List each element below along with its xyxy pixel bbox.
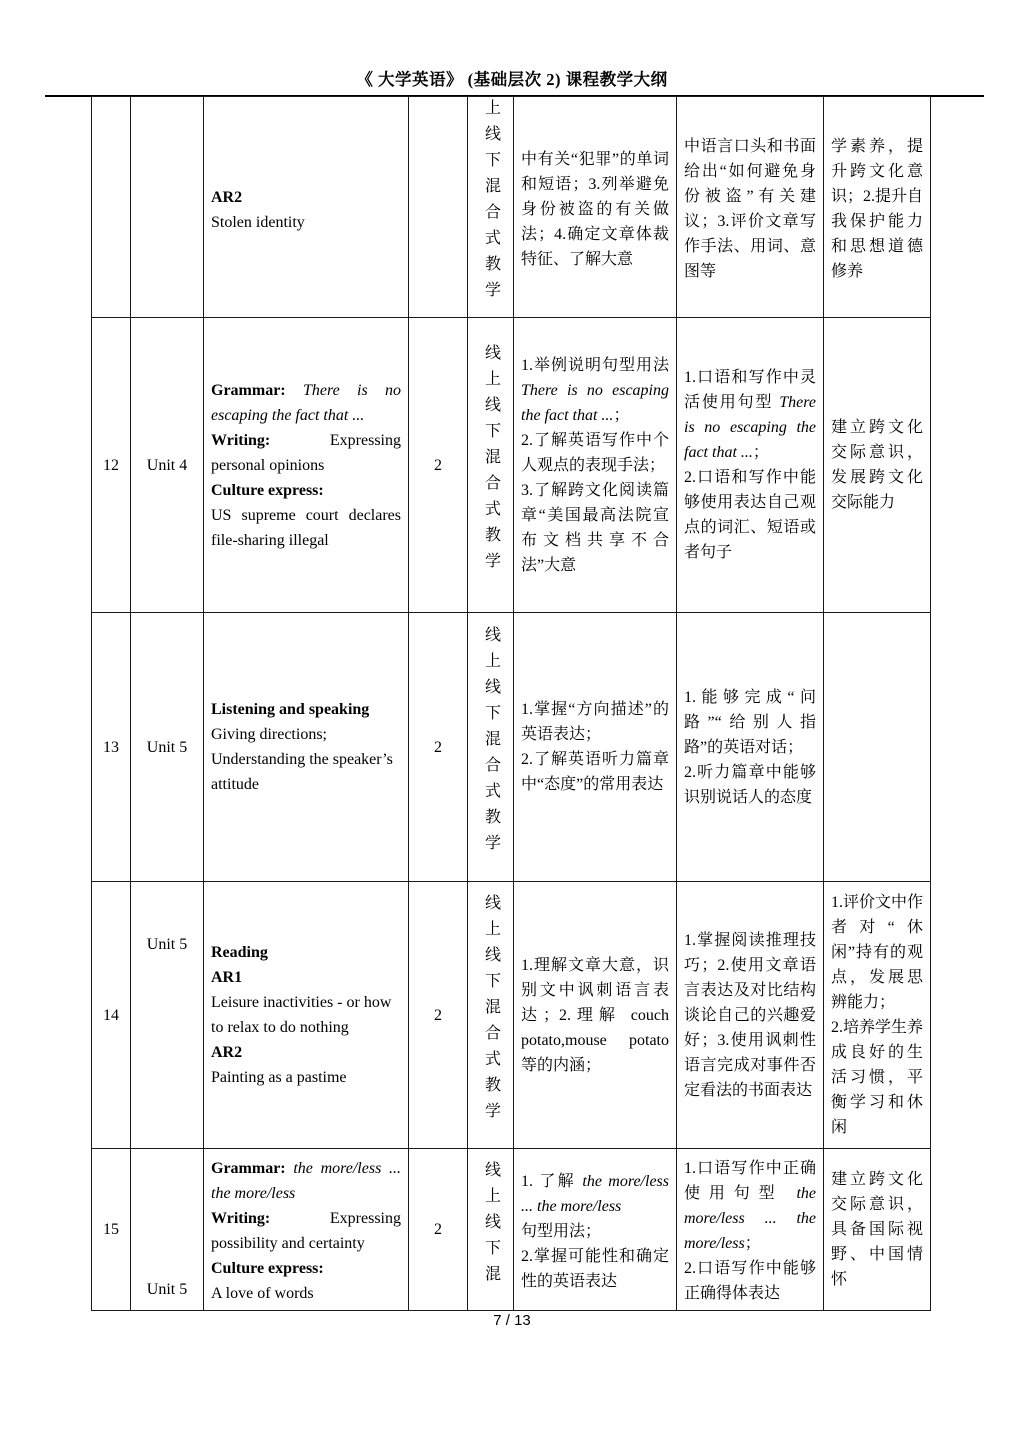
cell-class-hours (409, 97, 468, 318)
cell-objective-quality: 1.评价文中作者对“休闲”持有的观点，发展思辨能力； 2.培养学生养成良好的生活习惯，平衡学习和休闲 (824, 882, 931, 1149)
cell-row-number: 15 (92, 1149, 131, 1311)
page-footer (0, 1312, 1024, 1329)
table-row (92, 882, 931, 1149)
cell-objective-knowledge: 1.理解文章大意，识别文中讽刺语言表达；2.理解 couch potato,mouse potato 等的内涵； (514, 882, 677, 1149)
cell-teaching-mode (468, 613, 514, 882)
cell-objective-quality: 建立跨文化交际意识，发展跨文化交际能力 (824, 318, 931, 613)
cell-class-hours: 2 (409, 1149, 468, 1311)
cell-objective-ability: 1.能够完成“问路”“给别人指路”的英语对话； 2.听力篇章中能够识别说话人的态度 (677, 613, 824, 882)
cell-objective-quality: 学素养，提升跨文化意识；2.提升自我保护能力和思想道德修养 (824, 97, 931, 318)
cell-teaching-mode (468, 1149, 514, 1311)
cell-teaching-content: Grammar: the more/less ... the more/less Writing: Expressing possibility and certainty Culture express: A love of words (204, 1149, 409, 1311)
cell-unit: Unit 5 (131, 613, 204, 882)
cell-objective-knowledge: 1. 了解 the more/less ... the more/less 句型用法； 2.掌握可能性和确定性的英语表达 (514, 1149, 677, 1311)
cell-unit: Unit 4 (131, 318, 204, 613)
cell-objective-quality (824, 613, 931, 882)
syllabus-table (91, 96, 931, 1311)
page-header-title: 《 大学英语》 (基础层次 2) 课程教学大纲 (356, 70, 668, 89)
vertical-mode-text: 上线下混合式教学 (482, 99, 500, 307)
cell-teaching-mode (468, 882, 514, 1149)
cell-class-hours: 2 (409, 882, 468, 1149)
cell-objective-ability: 中语言口头和书面给出“如何避免身份被盗”有关建议；3.评价文章写作手法、用词、意图等 (677, 97, 824, 318)
cell-row-number: 12 (92, 318, 131, 613)
cell-objective-knowledge: 中有关“犯罪”的单词和短语；3.列举避免身份被盗的有关做法；4.确定文章体裁特征、了解大意 (514, 97, 677, 318)
cell-teaching-content: AR2 Stolen identity (204, 97, 409, 318)
cell-class-hours: 2 (409, 613, 468, 882)
cell-row-number: 14 (92, 882, 131, 1149)
cell-unit (131, 97, 204, 318)
cell-unit: Unit 5 (131, 882, 204, 1149)
vertical-mode-text: 线上线下混 (482, 1160, 500, 1291)
cell-objective-ability: 1.口语写作中正确使用句型 the more/less ... the more/less； 2.口语写作中能够正确得体表达 (677, 1149, 824, 1311)
cell-objective-ability: 1.口语和写作中灵活使用句型 There is no escaping the fact that ...； 2.口语和写作中能够使用表达自己观点的词汇、短语或者句子 (677, 318, 824, 613)
cell-row-number: 13 (92, 613, 131, 882)
cell-teaching-mode (468, 97, 514, 318)
vertical-mode-text: 线上线下混合式教学 (482, 344, 500, 578)
cell-teaching-content: Reading AR1 Leisure inactivities - or how to relax to do nothing AR2 Painting as a pastime (204, 882, 409, 1149)
cell-teaching-content: Listening and speaking Giving directions; Understanding the speaker’s attitude (204, 613, 409, 882)
cell-row-number (92, 97, 131, 318)
cell-objective-quality: 建立跨文化交际意识，具备国际视野、中国情怀 (824, 1149, 931, 1311)
table-row (92, 318, 931, 613)
vertical-mode-text: 线上线下混合式教学 (482, 894, 500, 1128)
cell-unit: Unit 5 (131, 1149, 204, 1311)
cell-class-hours: 2 (409, 318, 468, 613)
cell-teaching-mode (468, 318, 514, 613)
table-row (92, 1149, 931, 1311)
cell-teaching-content: Grammar: There is no escaping the fact that ... Writing: Expressing personal opinions Culture express: US supreme court declares file-sharing illegal (204, 318, 409, 613)
page-number: 7 / 13 (493, 1312, 531, 1329)
table-row (92, 613, 931, 882)
cell-objective-knowledge: 1.掌握“方向描述”的英语表达； 2.了解英语听力篇章中“态度”的常用表达 (514, 613, 677, 882)
cell-objective-ability: 1.掌握阅读推理技巧；2.使用文章语言表达及对比结构谈论自己的兴趣爱好；3.使用讽刺性语言完成对事件否定看法的书面表达 (677, 882, 824, 1149)
cell-objective-knowledge: 1.举例说明句型用法 There is no escaping the fact that ...； 2.了解英语写作中个人观点的表现手法； 3.了解跨文化阅读篇章“美国最高法院宣布文档共享不合法”大意 (514, 318, 677, 613)
table-row (92, 97, 931, 318)
vertical-mode-text: 线上线下混合式教学 (482, 626, 500, 860)
